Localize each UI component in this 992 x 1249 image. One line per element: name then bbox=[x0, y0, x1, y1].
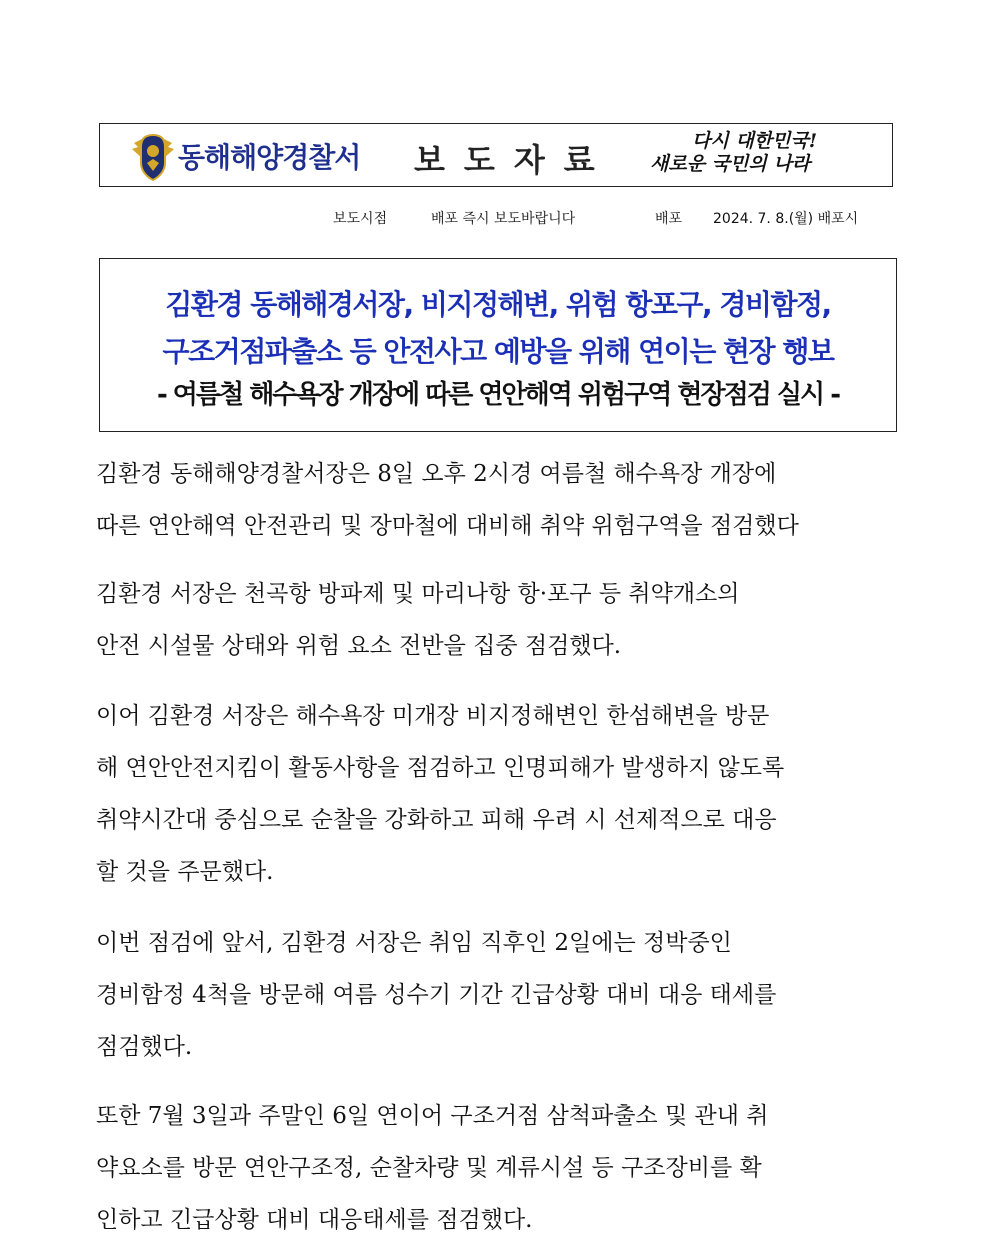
text-line: 이번 점검에 앞서, 김환경 서장은 취임 직후인 2일에는 정박중인 bbox=[96, 930, 732, 956]
press-header bbox=[99, 123, 893, 187]
paragraph-2 bbox=[96, 568, 896, 672]
slogan-line-2: 새로운 국민의 나라 bbox=[650, 153, 811, 175]
release-dist-label: 배포 bbox=[655, 211, 683, 227]
headline-line-2: 구조거점파출소 등 안전사고 예방을 위해 연이는 현장 행보 bbox=[162, 335, 834, 368]
paragraph-5 bbox=[96, 1090, 896, 1246]
text-line: 할 것을 주문했다. bbox=[96, 859, 274, 885]
text-line: 인하고 긴급상황 대비 대응태세를 점검했다. bbox=[96, 1207, 533, 1233]
paragraph-3 bbox=[96, 690, 896, 898]
headline-box bbox=[99, 258, 897, 432]
text-line: 경비함정 4척을 방문해 여름 성수기 기간 긴급상황 대비 대응 태세를 bbox=[96, 982, 777, 1008]
paragraph-4 bbox=[96, 917, 896, 1073]
text-line: 점검했다. bbox=[96, 1034, 193, 1060]
text-line: 안전 시설물 상태와 위험 요소 전반을 집중 점검했다. bbox=[96, 633, 622, 659]
text-line: 취약시간대 중심으로 순찰을 강화하고 피해 우려 시 선제적으로 대응 bbox=[96, 807, 777, 833]
text-line: 김환경 동해해양경찰서장은 8일 오후 2시경 여름철 해수욕장 개장에 bbox=[96, 461, 777, 487]
doc-type-title: 보도자료 bbox=[414, 141, 614, 179]
text-line: 또한 7월 3일과 주말인 6일 연이어 구조거점 삼척파출소 및 관내 취 bbox=[96, 1103, 769, 1129]
text-line: 김환경 서장은 천곡항 방파제 및 마리나항 항·포구 등 취약개소의 bbox=[96, 581, 740, 607]
release-dist-value: 2024. 7. 8.(월) 배포시 bbox=[713, 211, 859, 227]
text-line: 따른 연안해역 안전관리 및 장마철에 대비해 취약 위험구역을 점검했다 bbox=[96, 513, 799, 539]
text-line: 해 연안안전지킴이 활동사항을 점검하고 인명피해가 발생하지 않도록 bbox=[96, 755, 785, 781]
release-time-label: 보도시점 bbox=[333, 211, 388, 227]
headline-subtitle: - 여름철 해수욕장 개장에 따른 연안해역 위험구역 현장점검 실시 - bbox=[156, 380, 840, 410]
org-name: 동해해양경찰서 bbox=[178, 141, 361, 174]
text-line: 이어 김환경 서장은 해수욕장 미개장 비지정해변인 한섬해변을 방문 bbox=[96, 703, 770, 729]
slogan bbox=[648, 130, 884, 176]
release-time-value: 배포 즉시 보도바랍니다 bbox=[431, 211, 576, 227]
paragraph-1 bbox=[96, 448, 896, 552]
coast-guard-emblem-icon bbox=[132, 133, 174, 181]
slogan-line-1: 다시 대한민국! bbox=[692, 130, 818, 152]
headline-line-1: 김환경 동해해경서장, 비지정해변, 위험 항포구, 경비함정, bbox=[165, 288, 831, 321]
text-line: 약요소를 방문 연안구조정, 순찰차량 및 계류시설 등 구조장비를 확 bbox=[96, 1155, 762, 1181]
